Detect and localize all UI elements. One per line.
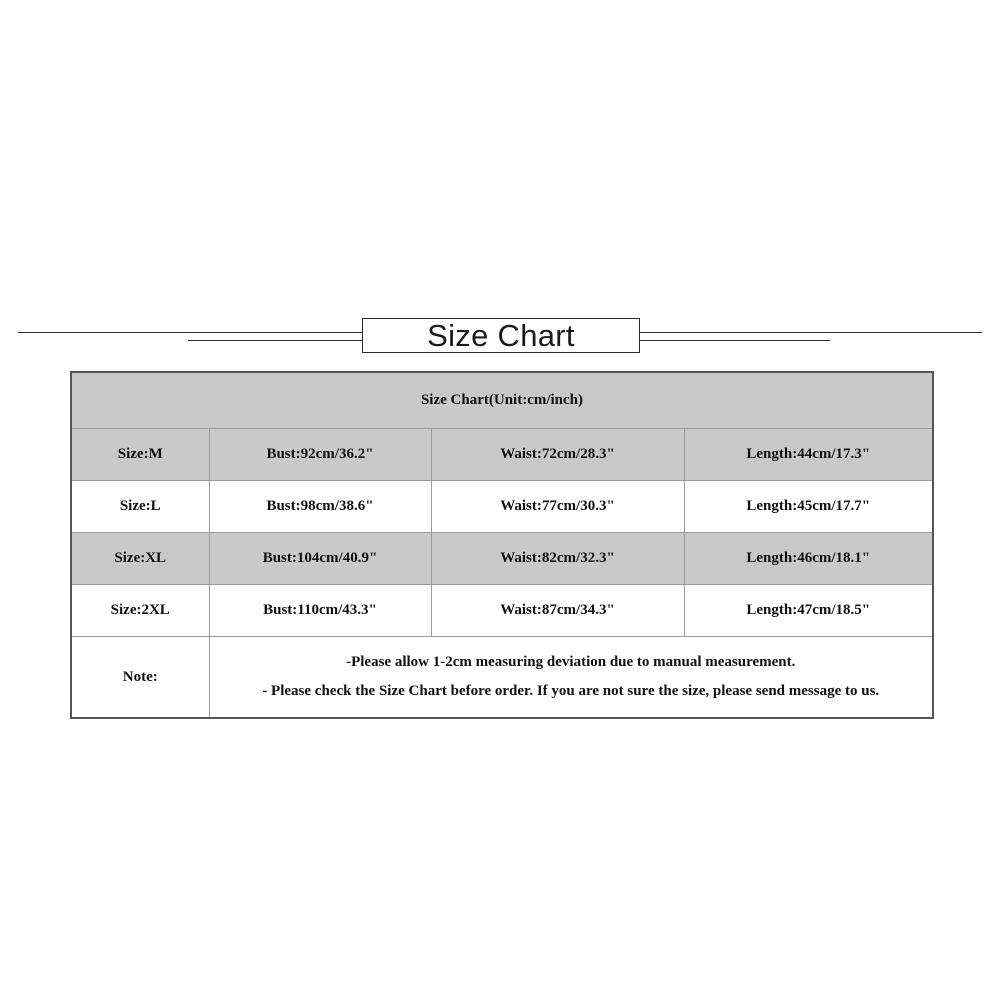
- size-cell: Size:M: [71, 429, 209, 481]
- table-caption-row: [71, 372, 933, 429]
- size-cell: Size:L: [71, 481, 209, 533]
- size-cell: Size:2XL: [71, 585, 209, 637]
- table-row: [71, 481, 933, 533]
- bust-cell: Bust:92cm/36.2": [209, 429, 431, 481]
- length-cell: Length:46cm/18.1": [684, 533, 933, 585]
- waist-cell: Waist:72cm/28.3": [431, 429, 684, 481]
- table-row: [71, 429, 933, 481]
- note-line-2: - Please check the Size Chart before order. If you are not sure the size, please send message to us.: [262, 683, 880, 699]
- note-label: Note:: [71, 637, 209, 719]
- length-cell: Length:45cm/17.7": [684, 481, 933, 533]
- title-box: [362, 318, 640, 353]
- bust-cell: Bust:110cm/43.3": [209, 585, 431, 637]
- bust-cell: Bust:104cm/40.9": [209, 533, 431, 585]
- length-cell: Length:44cm/17.3": [684, 429, 933, 481]
- table-row: [71, 533, 933, 585]
- page-title: Size Chart: [427, 317, 575, 353]
- size-table: [70, 371, 934, 719]
- note-content: [209, 637, 933, 719]
- length-cell: Length:47cm/18.5": [684, 585, 933, 637]
- bust-cell: Bust:98cm/38.6": [209, 481, 431, 533]
- size-cell: Size:XL: [71, 533, 209, 585]
- table-caption: Size Chart(Unit:cm/inch): [71, 372, 933, 429]
- waist-cell: Waist:82cm/32.3": [431, 533, 684, 585]
- table-row: [71, 585, 933, 637]
- waist-cell: Waist:77cm/30.3": [431, 481, 684, 533]
- note-line-1: -Please allow 1-2cm measuring deviation due to manual measurement.: [346, 654, 796, 670]
- note-row: [71, 637, 933, 719]
- waist-cell: Waist:87cm/34.3": [431, 585, 684, 637]
